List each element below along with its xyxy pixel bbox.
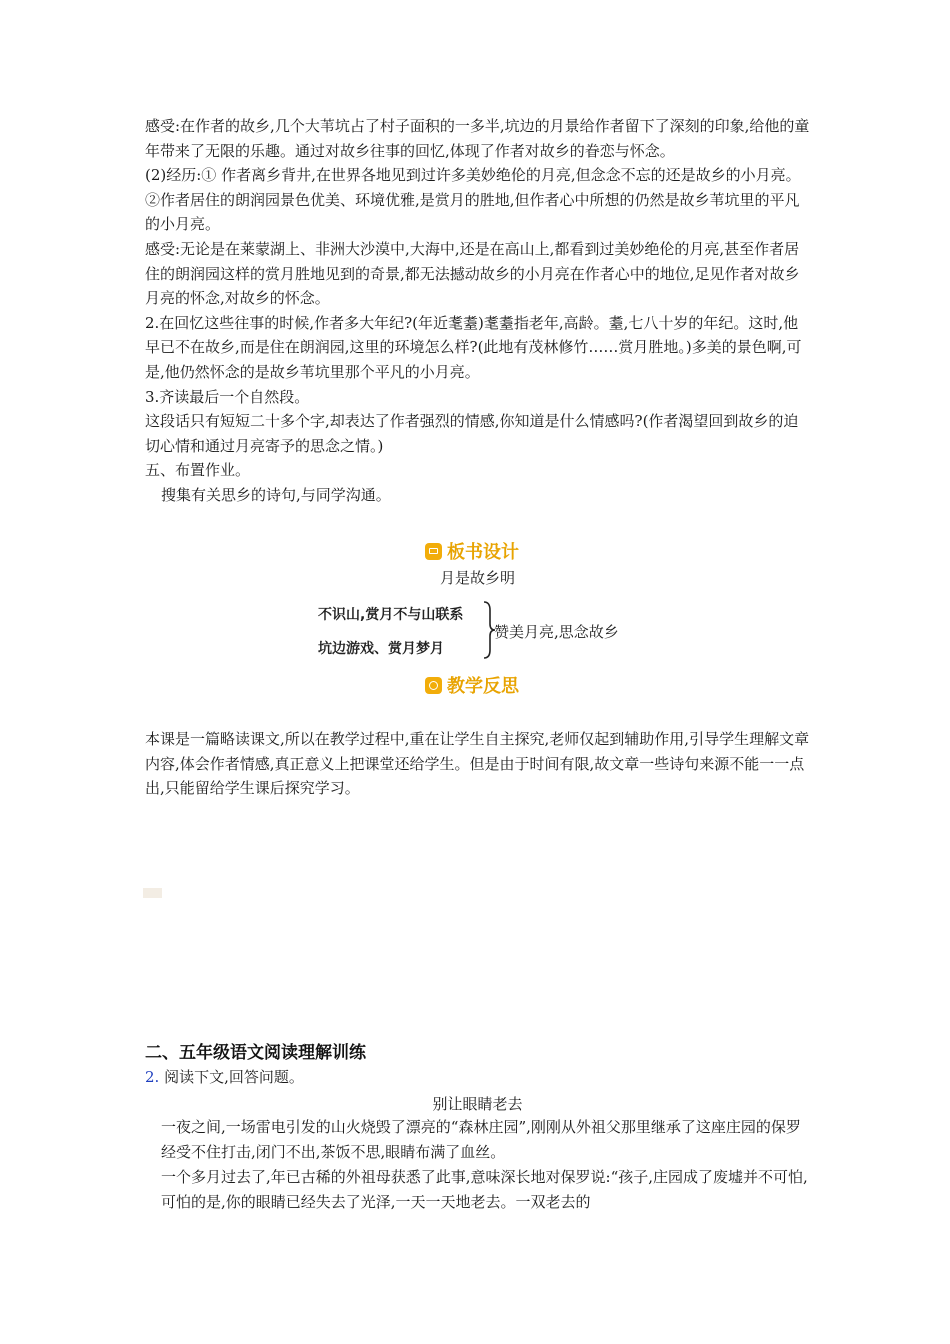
- section-2-title: 二、五年级语文阅读理解训练: [145, 1043, 366, 1063]
- board-design-heading: [425, 538, 519, 564]
- board-left-line-2: 坑边游戏、赏月梦月: [318, 641, 444, 657]
- reflection-heading: [425, 672, 519, 698]
- paragraph-emotion: 这段话只有短短二十多个字,却表达了作者强烈的情感,你知道是什么情感吗?(作者渴望回到故乡的迫切心情和通过月亮寄予的思念之情。): [145, 412, 799, 455]
- question-number: 2.: [145, 1068, 160, 1086]
- scan-mark: [143, 888, 162, 898]
- paragraph-homework-heading: 五、布置作业。: [145, 461, 251, 480]
- paragraph-experience-2: (2)经历:① 作者离乡背井,在世界各地见到过许多美妙绝伦的月亮,但念念不忘的还是故乡的小月亮。②作者居住的朗润园景色优美、环境优雅,是赏月的胜地,但作者心中所想的仍然是故乡苇坑里的平凡的小月亮。: [145, 166, 801, 234]
- story-paragraph-2: 一个多月过去了,年已古稀的外祖母获悉了此事,意味深长地对保罗说:“孩子,庄园成了废墟并不可怕,可怕的是,你的眼睛已经失去了光泽,一天一天地老去。一双老去的: [161, 1168, 808, 1211]
- story-text: [145, 1115, 810, 1215]
- question-line: [145, 1066, 304, 1087]
- paragraph-item-3: 3.齐读最后一个自然段。: [145, 387, 310, 406]
- paragraph-feeling-2: 感受:无论是在莱蒙湖上、非洲大沙漠中,大海中,还是在高山上,都看到过美妙绝伦的月亮,甚至作者居住的朗润园这样的赏月胜地见到的奇景,都无法撼动故乡的小月亮在作者心中的地位,足见作者对故乡月亮的怀念,对故乡的怀念。: [145, 239, 800, 308]
- paragraph-question-2: 2.在回忆这些往事的时候,作者多大年纪?(年近耄耋)耄耋指老年,高龄。耋,七八十岁的年纪。这时,他早已不在故乡,而是住在朗润园,这里的环境怎么样?(此地有茂林修竹……赏月胜地。)多美的景色啊,可是,他仍然怀念的是故乡苇坑里那个平凡的小月亮。: [145, 313, 802, 381]
- reflection-paragraph: 本课是一篇略读课文,所以在教学过程中,重在让学生自主探究,老师仅起到辅助作用,引导学生理解文章内容,体会作者情感,真正意义上把课堂还给学生。但是由于时间有限,故文章一些诗句来源不能一一点出,只能留给学生课后探究学习。: [145, 730, 810, 798]
- story-title: 别让眼睛老去: [432, 1095, 523, 1113]
- board-title: 月是故乡明: [439, 569, 515, 587]
- reflection-text: [145, 727, 810, 801]
- story-paragraph-1: 一夜之间,一场雷电引发的山火烧毁了漂亮的“森林庄园”,刚刚从外祖父那里继承了这座庄园的保罗经受不住打击,闭门不出,茶饭不思,眼睛布满了血丝。: [161, 1118, 801, 1161]
- board-left-line-1: 不识山,赏月不与山联系: [318, 607, 464, 623]
- board-summary: 赞美月亮,思念故乡: [494, 623, 619, 641]
- reflection-label: 教学反思: [447, 676, 519, 697]
- paragraph-homework: 搜集有关思乡的诗句,与同学沟通。: [161, 485, 391, 504]
- reflection-icon: [425, 677, 442, 694]
- lesson-text: [145, 114, 810, 508]
- question-instruction: 阅读下文,回答问题。: [164, 1068, 304, 1086]
- book-icon: [425, 543, 442, 560]
- paragraph-feeling-1: 感受:在作者的故乡,几个大苇坑占了村子面积的一多半,坑边的月景给作者留下了深刻的印象,给他的童年带来了无限的乐趣。通过对故乡往事的回忆,体现了作者对故乡的眷恋与怀念。: [145, 117, 810, 160]
- board-design-label: 板书设计: [447, 542, 519, 563]
